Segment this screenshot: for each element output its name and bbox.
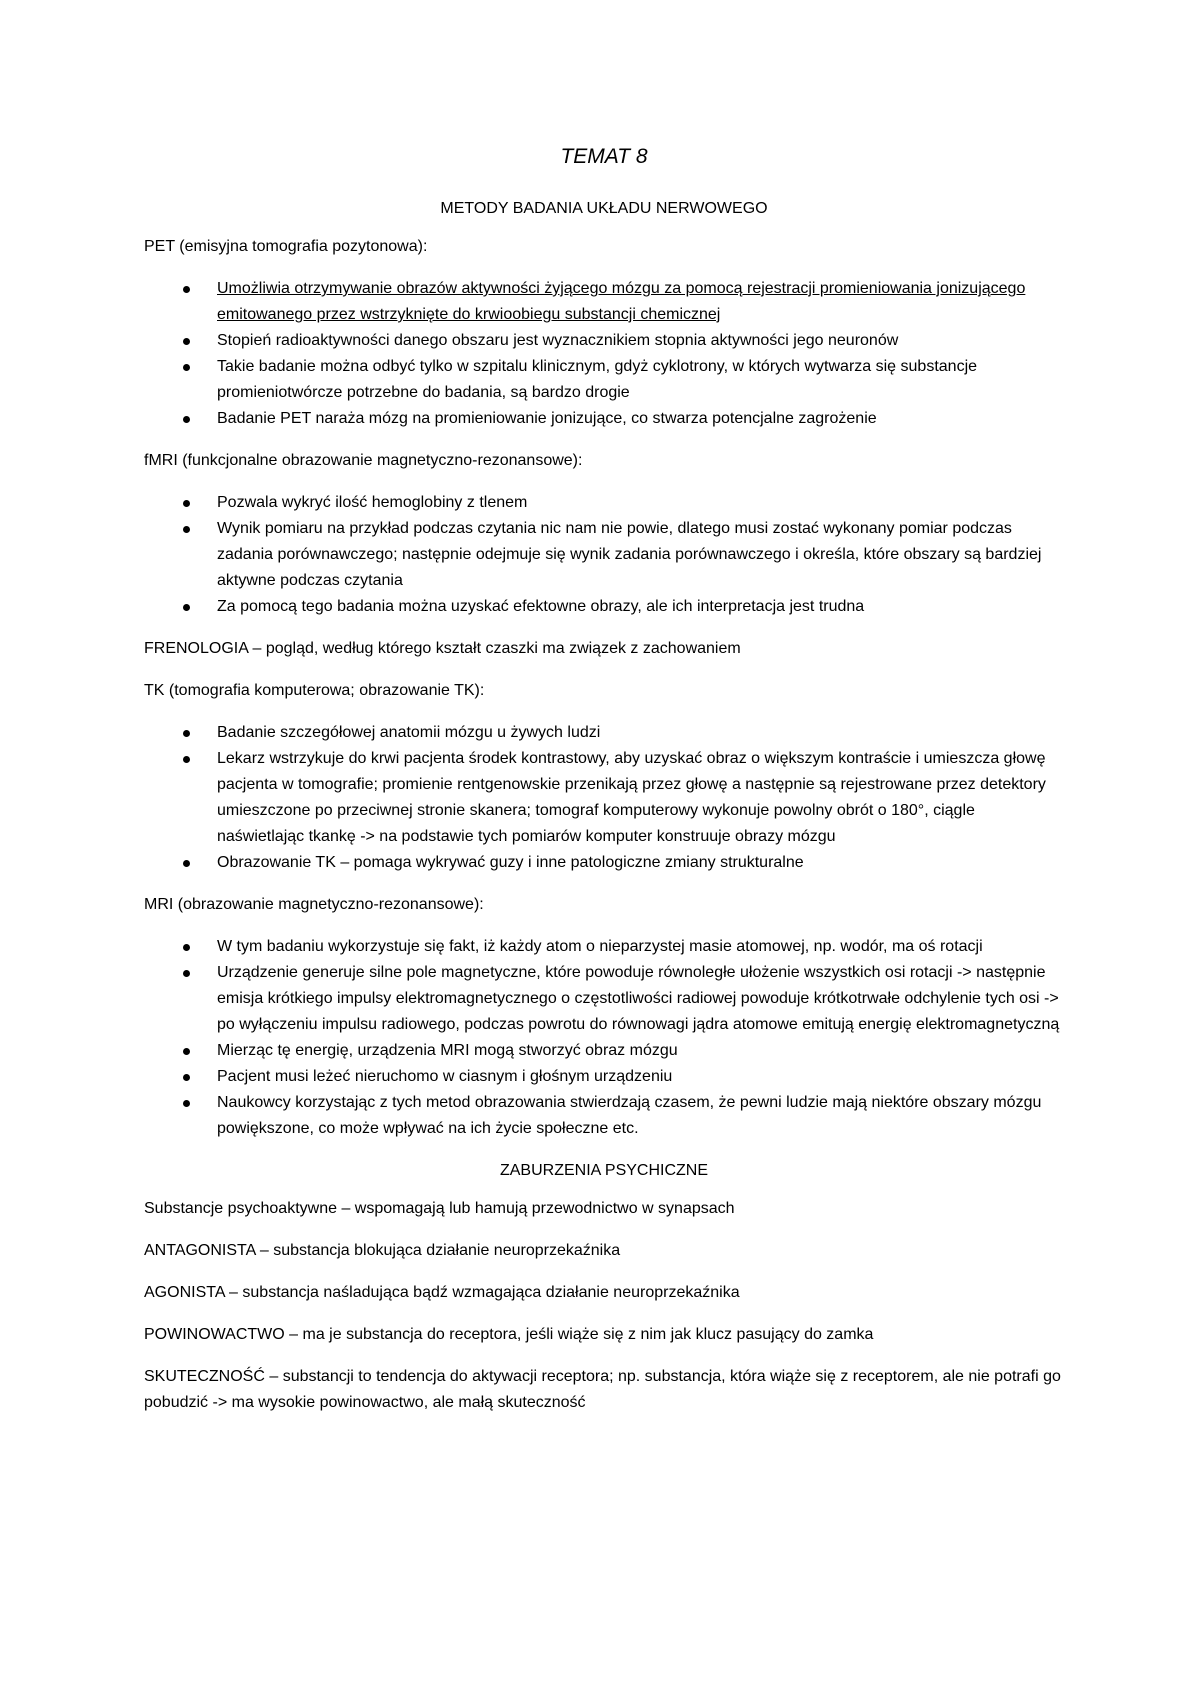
bullet-icon bbox=[183, 730, 190, 737]
list-item bbox=[217, 1064, 1064, 1090]
list-item-text: W tym badaniu wykorzystuje się fakt, iż każdy atom o nieparzystej masie atomowej, np. wodór, ma oś rotacji bbox=[217, 938, 983, 955]
definition: Substancje psychoaktywne – wspomagają lub hamują przewodnictwo w synapsach bbox=[144, 1200, 735, 1217]
pet-list bbox=[144, 276, 1064, 432]
definition: AGONISTA – substancja naśladująca bądź wzmagająca działanie neuroprzekaźnika bbox=[144, 1284, 740, 1301]
document-content bbox=[144, 140, 1064, 1432]
list-item-text: Pacjent musi leżeć nieruchomo w ciasnym i głośnym urządzeniu bbox=[217, 1068, 673, 1085]
mri-list bbox=[144, 934, 1064, 1142]
list-item-text: Mierząc tę energię, urządzenia MRI mogą stworzyć obraz mózgu bbox=[217, 1042, 678, 1059]
list-item bbox=[217, 1038, 1064, 1064]
mri-heading: MRI (obrazowanie magnetyczno-rezonansowe): bbox=[144, 896, 484, 913]
bullet-icon bbox=[183, 526, 190, 533]
bullet-icon bbox=[183, 756, 190, 763]
list-item bbox=[217, 276, 1064, 328]
list-item-text: Lekarz wstrzykuje do krwi pacjenta środek kontrastowy, aby uzyskać obraz o większym kontraście i umieszcza głowę pacjenta w tomografie; promienie rentgenowskie przenikają przez głowę a następnie są rejestrowane przez detektory umieszczone po przeciwnej stronie skanera; tomograf komputerowy wykonuje powolny obrót o 180°, ciągle naświetlając tkankę -> na podstawie tych pomiarów komputer konstruuje obrazy mózgu bbox=[217, 750, 1046, 845]
page-title: TEMAT 8 bbox=[560, 145, 648, 168]
list-item-text: Takie badanie można odbyć tylko w szpitalu klinicznym, gdyż cyklotrony, w których wytwarza się substancje promieniotwórcze potrzebne do badania, są bardzo drogie bbox=[217, 358, 978, 401]
list-item bbox=[217, 1090, 1064, 1142]
list-item-text: Badanie PET naraża mózg na promieniowanie jonizujące, co stwarza potencjalne zagrożenie bbox=[217, 410, 877, 427]
list-item-text: Stopień radioaktywności danego obszaru jest wyznacznikiem stopnia aktywności jego neuronów bbox=[217, 332, 899, 349]
tk-list bbox=[144, 720, 1064, 876]
list-item bbox=[217, 934, 1064, 960]
list-item bbox=[217, 490, 1064, 516]
list-item bbox=[217, 720, 1064, 746]
list-item bbox=[217, 594, 1064, 620]
list-item-text: Naukowcy korzystając z tych metod obrazowania stwierdzają czasem, że pewni ludzie mają niektóre obszary mózgu powiększone, co może wpływać na ich życie społeczne etc. bbox=[217, 1094, 1042, 1137]
fmri-list bbox=[144, 490, 1064, 620]
bullet-icon bbox=[183, 1048, 190, 1055]
list-item bbox=[217, 406, 1064, 432]
bullet-icon bbox=[183, 416, 190, 423]
section-title-2: ZABURZENIA PSYCHICZNE bbox=[499, 1162, 709, 1179]
list-item bbox=[217, 850, 1064, 876]
pet-heading: PET (emisyjna tomografia pozytonowa): bbox=[144, 238, 428, 255]
definition: SKUTECZNOŚĆ – substancji to tendencja do aktywacji receptora; np. substancja, która wiąże się z receptorem, ale nie potrafi go pobudzić -> ma wysokie powinowactwo, ale małą skuteczność bbox=[144, 1368, 1061, 1411]
bullet-icon bbox=[183, 338, 190, 345]
list-item-text: Urządzenie generuje silne pole magnetyczne, które powoduje równoległe ułożenie wszystkich osi rotacji -> następnie emisja krótkiego impulsy elektromagnetycznego o częstotliwości radiowej powoduje krótkotrwałe odchylenie tych osi -> po wyłączeniu impulsu radiowego, podczas powrotu do równowagi jądra atomowe emitują energię elektromagnetyczną bbox=[217, 964, 1060, 1033]
fmri-heading: fMRI (funkcjonalne obrazowanie magnetyczno-rezonansowe): bbox=[144, 452, 583, 469]
bullet-icon bbox=[183, 286, 190, 293]
list-item-text: Badanie szczegółowej anatomii mózgu u żywych ludzi bbox=[217, 724, 601, 741]
bullet-icon bbox=[183, 970, 190, 977]
list-item bbox=[217, 516, 1064, 594]
list-item bbox=[217, 746, 1064, 850]
bullet-icon bbox=[183, 860, 190, 867]
section-title: METODY BADANIA UKŁADU NERWOWEGO bbox=[440, 200, 768, 217]
bullet-icon bbox=[183, 1100, 190, 1107]
list-item-text: Umożliwia otrzymywanie obrazów aktywności żyjącego mózgu za pomocą rejestracji promieniowania jonizującego emitowanego przez wstrzyknięte do krwioobiegu substancji chemicznej bbox=[217, 280, 1026, 323]
list-item bbox=[217, 960, 1064, 1038]
list-item bbox=[217, 354, 1064, 406]
bullet-icon bbox=[183, 1074, 190, 1081]
list-item-text: Za pomocą tego badania można uzyskać efektowne obrazy, ale ich interpretacja jest trudna bbox=[217, 598, 865, 615]
definition: POWINOWACTWO – ma je substancja do receptora, jeśli wiąże się z nim jak klucz pasujący do zamka bbox=[144, 1326, 874, 1343]
bullet-icon bbox=[183, 364, 190, 371]
tk-heading: TK (tomografia komputerowa; obrazowanie TK): bbox=[144, 682, 485, 699]
list-item bbox=[217, 328, 1064, 354]
bullet-icon bbox=[183, 500, 190, 507]
list-item-text: Wynik pomiaru na przykład podczas czytania nic nam nie powie, dlatego musi zostać wykonany pomiar podczas zadania porównawczego; następnie odejmuje się wynik zadania porównawczego i określa, które obszary są bardziej aktywne podczas czytania bbox=[217, 520, 1042, 589]
bullet-icon bbox=[183, 604, 190, 611]
definition: ANTAGONISTA – substancja blokująca działanie neuroprzekaźnika bbox=[144, 1242, 621, 1259]
bullet-icon bbox=[183, 944, 190, 951]
list-item-text: Obrazowanie TK – pomaga wykrywać guzy i inne patologiczne zmiany strukturalne bbox=[217, 854, 804, 871]
list-item-text: Pozwala wykryć ilość hemoglobiny z tlenem bbox=[217, 494, 528, 511]
frenologia-definition: FRENOLOGIA – pogląd, według którego kształt czaszki ma związek z zachowaniem bbox=[144, 640, 741, 657]
